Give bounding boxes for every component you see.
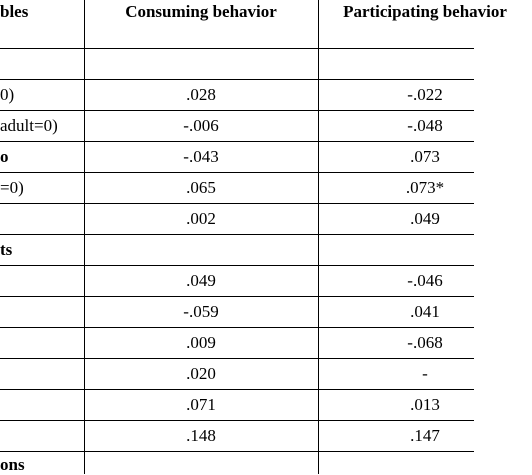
consuming-value: .071 (186, 395, 216, 414)
row-rule (0, 358, 474, 359)
row-label: ons (0, 455, 25, 474)
consuming-value: .009 (186, 333, 216, 352)
consuming-value: .065 (186, 178, 216, 197)
header-participating-behavior (318, 2, 532, 22)
participating-value: .147 (410, 426, 440, 445)
header-consuming-behavior: Consuming behavior (125, 2, 277, 21)
row-rule (0, 110, 474, 111)
row-rule (0, 296, 474, 297)
row-label: 0) (0, 85, 15, 104)
consuming-value: .148 (186, 426, 216, 445)
consuming-value: .002 (186, 209, 216, 228)
participating-value: - (422, 364, 428, 383)
row-rule (0, 203, 474, 204)
participating-value: .073 (410, 147, 440, 166)
consuming-value: .020 (186, 364, 216, 383)
participating-value: -.048 (407, 116, 443, 135)
row-rule (0, 420, 474, 421)
row-rule (0, 265, 474, 266)
row-rule (0, 141, 474, 142)
consuming-value: -.006 (183, 116, 219, 135)
row-label: =0) (0, 178, 24, 197)
row-label: ts (0, 240, 13, 259)
participating-value: -.022 (407, 85, 443, 104)
participating-value: -.068 (407, 333, 443, 352)
participating-value: .073* (405, 178, 445, 197)
row-rule (0, 389, 474, 390)
row-rule (0, 79, 474, 80)
row-rule (0, 327, 474, 328)
consuming-value: .028 (186, 85, 216, 104)
consuming-value: .049 (186, 271, 216, 290)
participating-value: .041 (410, 302, 440, 321)
header-participating-text: Participating behavior (343, 2, 507, 21)
consuming-value: -.043 (183, 147, 219, 166)
header-variables: bles (0, 2, 29, 21)
row-rule (0, 172, 474, 173)
consuming-value: -.059 (183, 302, 219, 321)
row-label: o (0, 147, 9, 166)
participating-value: -.046 (407, 271, 443, 290)
row-label: adult=0) (0, 116, 58, 135)
row-rule (0, 451, 474, 452)
header-rule (0, 48, 474, 49)
participating-value: .049 (410, 209, 440, 228)
row-rule (0, 234, 474, 235)
participating-value: .013 (410, 395, 440, 414)
